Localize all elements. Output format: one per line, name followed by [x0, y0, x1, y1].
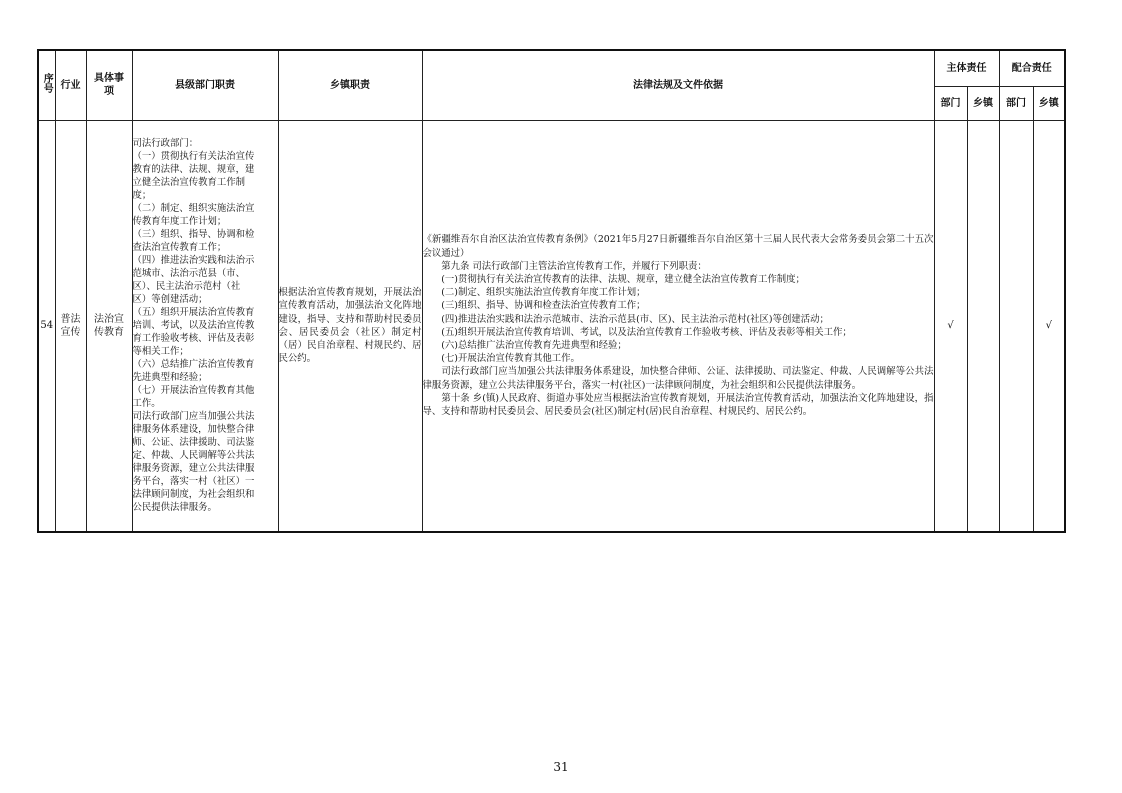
county-duty-line: （五）组织开展法治宣传教育 [132, 307, 255, 319]
county-duty-line: 公民提供法律服务。 [132, 502, 217, 514]
county-duty-line: （七）开展法治宣传教育其他 [132, 385, 255, 397]
county-duty-line: 范城市、法治示范县（市、 [132, 268, 246, 280]
law-paragraph: (一)贯彻执行有关法治宣传教育的法律、法规、规章，建立健全法治宣传教育工作制度； [422, 273, 805, 285]
law-paragraph: (三)组织、指导、协调和检查法治宣传教育工作； [422, 300, 646, 312]
law-paragraph: (五)组织开展法治宣传教育培训、考试，以及法治宣传教育工作验收考核、评估及表彰等相关工作； [422, 326, 852, 338]
county-duty-line: 培训、考试，以及法治宣传教 [132, 320, 255, 332]
county-duty-line: 查法治宣传教育工作； [132, 242, 227, 254]
law-paragraph: (二)制定、组织实施法治宣传教育年度工作计划； [422, 287, 646, 299]
check-assist-dept [999, 120, 1033, 532]
header-law-basis: 法律法规及文件依据 [422, 50, 934, 120]
county-duty-line: 工作。 [132, 398, 161, 410]
law-basis-paragraphs [423, 233, 934, 418]
county-duty-line: 等相关工作； [132, 346, 189, 358]
header-assist-dept: 部门 [999, 86, 1033, 120]
county-duty-line: （六）总结推广法治宣传教育 [132, 359, 255, 371]
county-duty-line: 务平台，落实一村（社区）一 [132, 476, 255, 488]
check-main-dept: √ [934, 120, 967, 532]
county-duty-line: 传教育年度工作计划； [132, 216, 227, 228]
header-town-duties: 乡镇职责 [278, 50, 422, 120]
check-assist-township: √ [1033, 120, 1065, 532]
county-duty-line: 司法行政部门： [132, 138, 199, 150]
county-duty-line: （三）组织、指导、协调和检 [132, 229, 255, 241]
row-item: 法治宣传教育 [86, 120, 132, 532]
row-industry: 普法宣传 [55, 120, 86, 532]
law-paragraph: 司法行政部门应当加强公共法律服务体系建设，加快整合律师、公证、法律援助、司法鉴定、仲裁、人民调解等公共法律服务资源，建立公共法律服务平台，落实一村(社区)一法律顾问制度，为社会组织和公民提供法律服务。 [422, 366, 934, 391]
county-duty-line: 区）等创建活动； [132, 294, 208, 306]
law-paragraph: 《新疆维吾尔自治区法治宣传教育条例》（2021年5月27日新疆维吾尔自治区第十三届人民代表大会常务委员会第二十五次会议通过） [422, 234, 934, 259]
header-main-township: 乡镇 [967, 86, 999, 120]
row-county-duties [132, 120, 278, 532]
law-paragraph: (六)总结推广法治宣传教育先进典型和经验； [422, 339, 627, 351]
page-number: 31 [553, 760, 569, 774]
county-duties-lines [133, 137, 278, 514]
header-assist-township: 乡镇 [1033, 86, 1065, 120]
row-seq: 54 [38, 120, 55, 532]
county-duty-line: 先进典型和经验； [132, 372, 208, 384]
county-duty-line: （一）贯彻执行有关法治宣传 [132, 151, 255, 163]
check-main-township [967, 120, 999, 532]
county-duty-line: 区）、民主法治示范村（社 [132, 281, 241, 293]
header-seq: 序号 [38, 50, 55, 120]
law-paragraph: (四)推进法治实践和法治示范城市、法治示范县(市、区)、民主法治示范村(社区)等创建活动； [422, 313, 829, 325]
header-main-dept: 部门 [934, 86, 967, 120]
county-duty-line: 律服务资源，建立公共法律服 [132, 463, 255, 475]
law-paragraph: 第九条 司法行政部门主管法治宣传教育工作，并履行下列职责： [422, 260, 707, 272]
row-town-duties: 根据法治宣传教育规划，开展法治宣传教育活动，加强法治文化阵地建设，指导、支持和帮助村民委员会、居民委员会（社区）制定村（居）民自治章程、村规民约、居民公约。 [278, 120, 422, 532]
county-duty-line: 教育的法律、法规、规章，建 [132, 164, 255, 176]
header-county-duties: 县级部门职责 [132, 50, 278, 120]
header-item: 具体事项 [86, 50, 132, 120]
row-law-basis [422, 120, 934, 532]
responsibility-table [37, 49, 1066, 533]
law-paragraph: 第十条 乡(镇)人民政府、街道办事处应当根据法治宣传教育规划，开展法治宣传教育活动，加强法治文化阵地建设，指导、支持和帮助村民委员会、居民委员会(社区)制定村(居)民自治章程、村规民约、居民公约。 [422, 392, 934, 417]
county-duty-line: 律服务体系建设，加快整合律 [132, 424, 255, 436]
county-duty-line: 度； [132, 190, 152, 202]
county-duty-line: 定、仲裁、人民调解等公共法 [132, 450, 255, 462]
county-duty-line: 司法行政部门应当加强公共法 [132, 411, 255, 423]
header-assist-responsibility: 配合责任 [999, 50, 1065, 86]
county-duty-line: 立健全法治宣传教育工作制 [132, 177, 246, 189]
county-duty-line: 育工作验收考核、评估及表彰 [132, 333, 255, 345]
law-paragraph: (七)开展法治宣传教育其他工作。 [422, 353, 580, 365]
header-main-responsibility: 主体责任 [934, 50, 999, 86]
county-duty-line: 师、公证、法律援助、司法鉴 [132, 437, 255, 449]
table-row [38, 120, 1065, 532]
county-duty-line: （二）制定、组织实施法治宣 [132, 203, 255, 215]
header-industry: 行业 [55, 50, 86, 120]
county-duty-line: 法律顾问制度，为社会组织和 [132, 489, 255, 501]
county-duty-line: （四）推进法治实践和法治示 [132, 255, 255, 267]
